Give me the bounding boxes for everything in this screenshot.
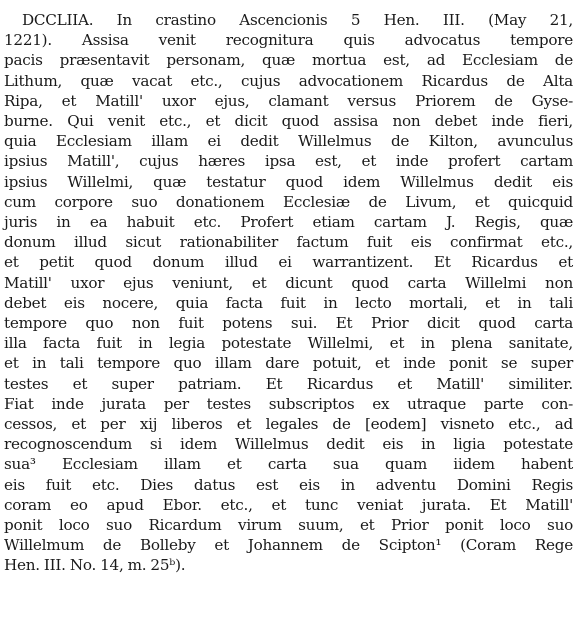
text-line-17: illa facta fuit in legia potestate Willelmi, et in plena sanitate,	[4, 334, 573, 353]
text-line-21: cessos, et per xij liberos et legales de [eodem] visneto etc., ad	[4, 415, 573, 434]
text-line-22: recognoscendum si idem Willelmus dedit eis in ligia potestate	[4, 435, 573, 454]
text-line-18: et in tali tempore quo illam dare potuit, et inde ponit se super	[4, 354, 573, 373]
text-line-13: et petit quod donum illud ei warrantizent. Et Ricardus et	[4, 253, 573, 272]
text-line-28: Hen. III. No. 14, m. 25ᵇ).	[4, 556, 186, 575]
text-line-24: eis fuit etc. Dies datus est eis in adventu Domini Regis	[4, 475, 573, 494]
text-line-23: sua³ Ecclesiam illam et carta sua quam iidem habent	[4, 455, 573, 474]
text-line-10: cum corpore suo donationem Ecclesiæ de Livum, et quicquid	[4, 192, 573, 211]
text-line-14: Matill' uxor ejus veniunt, et dicunt quod carta Willelmi non	[4, 273, 573, 292]
text-line-9: ipsius Willelmi, quæ testatur quod idem Willelmus dedit eis	[4, 172, 573, 191]
document-text	[4, 10, 573, 576]
text-line-8: ipsius Matill', cujus hæres ipsa est, et inde profert cartam	[4, 152, 573, 171]
text-line-15: debet eis nocere, quia facta fuit in lecto mortali, et in tali	[4, 293, 573, 312]
text-line-25: coram eo apud Ebor. etc., et tunc veniat jurata. Et Matill'	[4, 495, 573, 514]
text-line-6: burne. Qui venit etc., et dicit quod assisa non debet inde fieri,	[4, 112, 573, 131]
text-line-4: Lithum, quæ vacat etc., cujus advocationem Ricardus de Alta	[4, 71, 573, 90]
text-line-7: quia Ecclesiam illam ei dedit Willelmus de Kilton, avunculus	[4, 132, 573, 151]
text-line-5: Ripa, et Matill' uxor ejus, clamant versus Priorem de Gyse-	[4, 91, 573, 110]
text-line-20: Fiat inde jurata per testes subscriptos ex utraque parte con-	[4, 394, 573, 413]
text-line-2: 1221). Assisa venit recognitura quis advocatus tempore	[4, 31, 573, 50]
text-line-11: juris in ea habuit etc. Profert etiam cartam J. Regis, quæ	[4, 213, 573, 232]
text-line-3: pacis præsentavit personam, quæ mortua est, ad Ecclesiam de	[4, 51, 573, 70]
text-line-12: donum illud sicut rationabiliter factum fuit eis confirmat etc.,	[4, 233, 573, 252]
text-line-26: ponit loco suo Ricardum virum suum, et Prior ponit loco suo	[4, 516, 573, 535]
text-line-19: testes et super patriam. Et Ricardus et Matill' similiter.	[4, 374, 573, 393]
text-line-1: DCCLIIA. In crastino Ascencionis 5 Hen. III. (May 21,	[22, 11, 573, 29]
text-line-27: Willelmum de Bolleby et Johannem de Scipton¹ (Coram Rege	[4, 536, 573, 555]
text-line-16: tempore quo non fuit potens sui. Et Prior dicit quod carta	[4, 314, 573, 333]
